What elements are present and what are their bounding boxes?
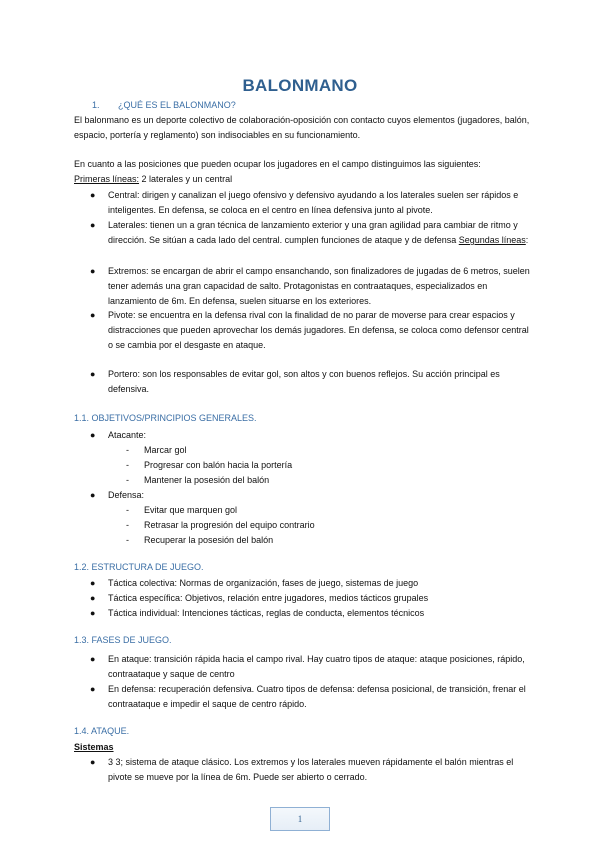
position-extremos: Extremos: se encargan de abrir el campo ensanchando, son finalizadores de jugadas de 6 metros, suelen tener además una gran capacidad de salto. Protagonistas en contraataques, especializados en lanzamiento de 6m. En defensa, suelen situarse en los exteriores. [108, 266, 530, 306]
section-title: ¿QUÉ ES EL BALONMANO? [118, 100, 236, 110]
sub-list-item: - Recuperar la posesión del balón [126, 535, 274, 545]
sub-list-item: - Progresar con balón hacia la portería [126, 460, 293, 470]
atacante-label: Atacante: [108, 430, 147, 440]
section-heading-1-1: 1.1. OBJETIVOS/PRINCIPIOS GENERALES. [74, 413, 257, 423]
document-page: BALONMANO 1. ¿QUÉ ES EL BALONMANO? El balonmano es un deporte colectivo de colaboración-oposición con contacto cuyos elementos (jugadores, balón, espacio, portería y reglamento) son indisociables en su funcionamiento. En cuanto a las posiciones que pueden ocupar los jugadores en el campo distinguimos las siguientes: Primeras líneas: 2 laterales y un central ● Central: dirigen y canalizan el juego ofensivo y defensivo ayudando a los laterales suelen ser rápidos e inteligentes. En defensa, se coloca en el centro en línea defensiva junto al pivote. ● Laterales: tienen un a gran técnica de lanzamiento exterior y una gran agilidad para cambiar de ritmo y dirección. Se sitúan a cada lado del central. cumplen funciones de ataque y de defensa Segundas líneas: ● Extremos: se encargan de abrir el campo ensanchando, son finalizadores de jugadas de 6 metros, suelen tener además una gran capacidad de salto. Protagonistas en contraataques, especializados en lanzamiento de 6m. En defensa, suelen situarse en los exteriores. ● Pivote: se encuentra en la defensa rival con la finalidad de no parar de moverse para crear espacios y distracciones que pueden aprovechar los demás jugadores. En defensa, se coloca como defensor central o se cambia por el desgaste en ataque. ● Portero: son los responsables de evitar gol, son altos y con buenos reflejos. Su acción principal es defensiva. 1.1. OBJETIVOS/PRINCIPIOS GENERALES. ● Atacante: - Marcar gol - Progresar con balón hacia la portería - Mantener la posesión del balón ● Defensa: - Evitar que marquen gol - Retrasar la progresión del equipo contrario - Recuperar la posesión del balón 1.2. ESTRUCTURA DE JUEGO. ● Táctica colectiva: Normas de organización, fases de juego, sistemas de juego ● Táctica específica: Objetivos, relación entre jugadores, medios tácticos grupales ● Táctica individual: Intenciones tácticas, reglas de conducta, elementos técnicos 1.3. FASES DE JUEGO. ● En ataque: transición rápida hacia el campo rival. Hay cuatro tipos de ataque: ataque posiciones, rápido, contraataque y saque de centro ● En defensa: recuperación defensiva. Cuatro tipos de defensa: defensa posicional, de transición, frenar el contraataque e impedir el saque de centro rápido. 1.4. ATAQUE. Sistemas ● 3 3; sistema de ataque clásico. Los extremos y los laterales mueven rápidamente el balón mientras el pivote se mueve por la línea de 6m. Puede ser abierto o cerrado. 1 [0, 0, 600, 848]
sistemas-label: Sistemas [74, 742, 114, 752]
bullet-icon: ● [90, 266, 96, 276]
bullet-icon: ● [90, 578, 96, 588]
bullet-icon: ● [90, 190, 96, 200]
section-heading-1-4: 1.4. ATAQUE. [74, 726, 130, 736]
primeras-lineas-line [74, 172, 534, 187]
bullet-icon: ● [90, 608, 96, 618]
position-pivote: Pivote: se encuentra en la defensa rival con la finalidad de no parar de moverse para crear espacios y distracciones que pueden aprovechar los demás jugadores. En defensa, se coloca como defensor central o se cambia por el desgaste en ataque. [108, 310, 529, 350]
positions-intro: En cuanto a las posiciones que pueden ocupar los jugadores en el campo distinguimos las siguientes: [74, 159, 481, 169]
section-heading-1-2: 1.2. ESTRUCTURA DE JUEGO. [74, 562, 204, 572]
bullet-icon: ● [90, 310, 96, 320]
section-number: 1. [92, 100, 100, 110]
sub-list-item: - Mantener la posesión del balón [126, 475, 270, 485]
section-heading-1 [92, 100, 236, 110]
bullet-icon: ● [90, 684, 96, 694]
bullet-icon: ● [90, 430, 96, 440]
position-central: Central: dirigen y canalizan el juego ofensivo y defensivo ayudando a los laterales suelen ser rápidos e inteligentes. En defensa, se coloca en el centro en línea defensiva junto al pivote. [108, 190, 519, 215]
intro-paragraph: El balonmano es un deporte colectivo de colaboración-oposición con contacto cuyos elementos (jugadores, balón, espacio, portería y reglamento) son indisociables en su funcionamiento. [74, 115, 530, 140]
segundas-lineas-label: Segundas líneas [458, 235, 526, 245]
bullet-icon: ● [90, 757, 96, 767]
bullet-icon: ● [90, 654, 96, 664]
primeras-lineas-text: 2 laterales y un central [139, 174, 233, 184]
sub-list-item: - Marcar gol [126, 445, 187, 455]
position-laterales: Laterales: tienen un a gran técnica de lanzamiento exterior y una gran agilidad para cambiar de ritmo y dirección. Se sitúan a cada lado del central. cumplen funciones de ataque y de defensa Segundas líneas: [108, 220, 529, 245]
bullet-icon: ● [90, 593, 96, 603]
bullet-icon: ● [90, 490, 96, 500]
bullet-icon: ● [90, 369, 96, 379]
defensa-label: Defensa: [108, 490, 145, 500]
sub-list-item: - Evitar que marquen gol [126, 505, 238, 515]
sub-list-item: - Retrasar la progresión del equipo contrario [126, 520, 315, 530]
position-portero: Portero: son los responsables de evitar gol, son altos y con buenos reflejos. Su acción principal es defensiva. [108, 369, 500, 394]
section-heading-1-3: 1.3. FASES DE JUEGO. [74, 635, 172, 645]
bullet-icon: ● [90, 220, 96, 230]
page-number: 1 [270, 807, 330, 831]
primeras-lineas-label: Primeras líneas: [74, 174, 140, 184]
document-title: BALONMANO [242, 76, 358, 95]
